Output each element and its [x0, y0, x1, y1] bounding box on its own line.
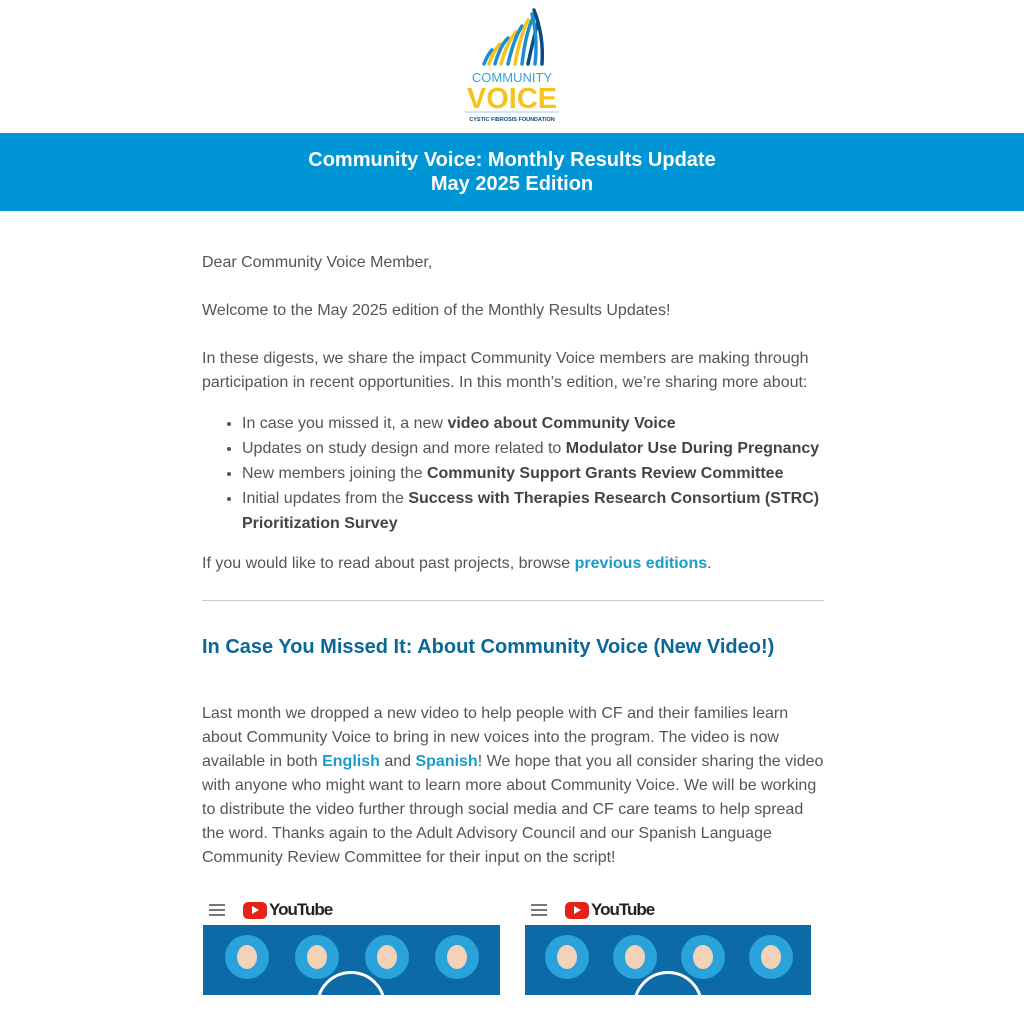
section-heading: In Case You Missed It: About Community Voice (New Video!)	[202, 636, 775, 658]
divider	[202, 600, 824, 601]
digest-text: In these digests, we share the impact Community Voice members are making through participation in recent opportunities. In this month’s edition, we’re sharing more about:	[202, 350, 809, 391]
avatar	[681, 935, 725, 979]
community-voice-logo	[462, 6, 562, 124]
avatar	[613, 935, 657, 979]
svg-text:VOICE: VOICE	[466, 83, 558, 115]
spanish-video-link[interactable]: Spanish	[415, 753, 478, 770]
greeting: Dear Community Voice Member,	[202, 254, 433, 271]
list-item: • Initial updates from the Success with Therapies Research Consortium (STRC) Prioritization Survey	[242, 486, 824, 536]
past-editions-text: If you would like to read about past projects, browse previous editions.	[202, 555, 712, 572]
edition-subtitle: May 2025 Edition	[430, 173, 594, 195]
svg-text:COMMUNITY: COMMUNITY	[471, 70, 553, 85]
avatar	[749, 935, 793, 979]
english-video-thumbnail[interactable]	[203, 895, 500, 995]
youtube-logo: YouTube	[243, 898, 332, 922]
youtube-logo: YouTube	[565, 898, 654, 922]
avatar	[225, 935, 269, 979]
title-banner	[0, 133, 1024, 211]
previous-editions-link[interactable]: previous editions	[574, 555, 708, 572]
avatar	[545, 935, 589, 979]
menu-icon	[531, 904, 547, 916]
play-icon	[565, 902, 589, 919]
list-item: • In case you missed it, a new video about Community Voice	[242, 411, 824, 436]
header	[0, 0, 1024, 133]
video-preview	[203, 925, 500, 995]
newsletter-title: Community Voice: Monthly Results Update	[308, 149, 716, 171]
video-preview	[525, 925, 811, 995]
english-video-link[interactable]: English	[322, 753, 380, 770]
spanish-video-thumbnail[interactable]	[525, 895, 811, 995]
list-item: • New members joining the Community Support Grants Review Committee	[242, 461, 824, 486]
video-thumbnails	[202, 895, 822, 995]
menu-icon	[209, 904, 225, 916]
email-body	[202, 251, 824, 995]
avatar	[435, 935, 479, 979]
play-icon	[243, 902, 267, 919]
highlights-list	[242, 411, 824, 536]
list-item: • Updates on study design and more related to Modulator Use During Pregnancy	[242, 436, 824, 461]
welcome-text: Welcome to the May 2025 edition of the Monthly Results Updates!	[202, 302, 671, 319]
avatar	[365, 935, 409, 979]
video-description: Last month we dropped a new video to help people with CF and their families learn about Community Voice to bring in new voices into the program. The video is now available in both English and Spanish! We hope that you all consider sharing the video with anyone who might want to learn more about Community Voice. We will be working to distribute the video further through social media and CF care teams to help spread the word. Thanks again to the Adult Advisory Council and our Spanish Language Community Review Committee for their input on the script!	[202, 705, 824, 866]
avatar	[295, 935, 339, 979]
svg-text:CYSTIC FIBROSIS FOUNDATION: CYSTIC FIBROSIS FOUNDATION	[469, 117, 555, 123]
